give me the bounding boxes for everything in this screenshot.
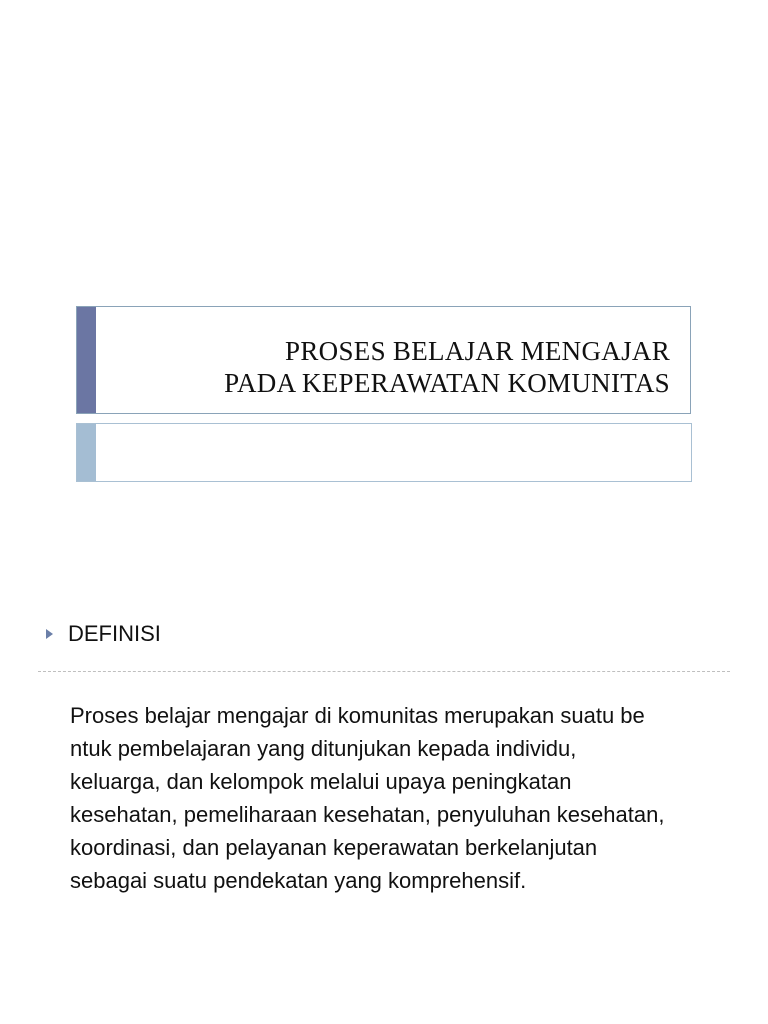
paragraph-line: ntuk pembelajaran yang ditunjukan kepada individu, (70, 736, 577, 761)
subtitle-box (76, 423, 692, 482)
triangle-bullet-icon (46, 629, 53, 639)
definition-paragraph (70, 699, 735, 897)
definition-bullet (46, 618, 161, 650)
slide-title (224, 335, 670, 399)
paragraph-line: sebagai suatu pendekatan yang komprehensif. (70, 868, 527, 893)
dashed-divider (38, 671, 730, 672)
paragraph-line: kesehatan, pemeliharaan kesehatan, penyuluhan kesehatan, (70, 802, 665, 827)
paragraph-line: keluarga, dan kelompok melalui upaya peningkatan (70, 769, 572, 794)
paragraph-line: koordinasi, dan pelayanan keperawatan berkelanjutan (70, 835, 598, 860)
subtitle-accent-bar (77, 424, 96, 481)
section-heading: DEFINISI (68, 621, 161, 646)
title-box (76, 306, 691, 414)
slide-title-line-1: PROSES BELAJAR MENGAJAR (285, 336, 670, 366)
title-accent-bar (77, 307, 96, 413)
slide-title-line-2: PADA KEPERAWATAN KOMUNITAS (224, 368, 670, 398)
paragraph-line: Proses belajar mengajar di komunitas merupakan suatu be (70, 703, 645, 728)
